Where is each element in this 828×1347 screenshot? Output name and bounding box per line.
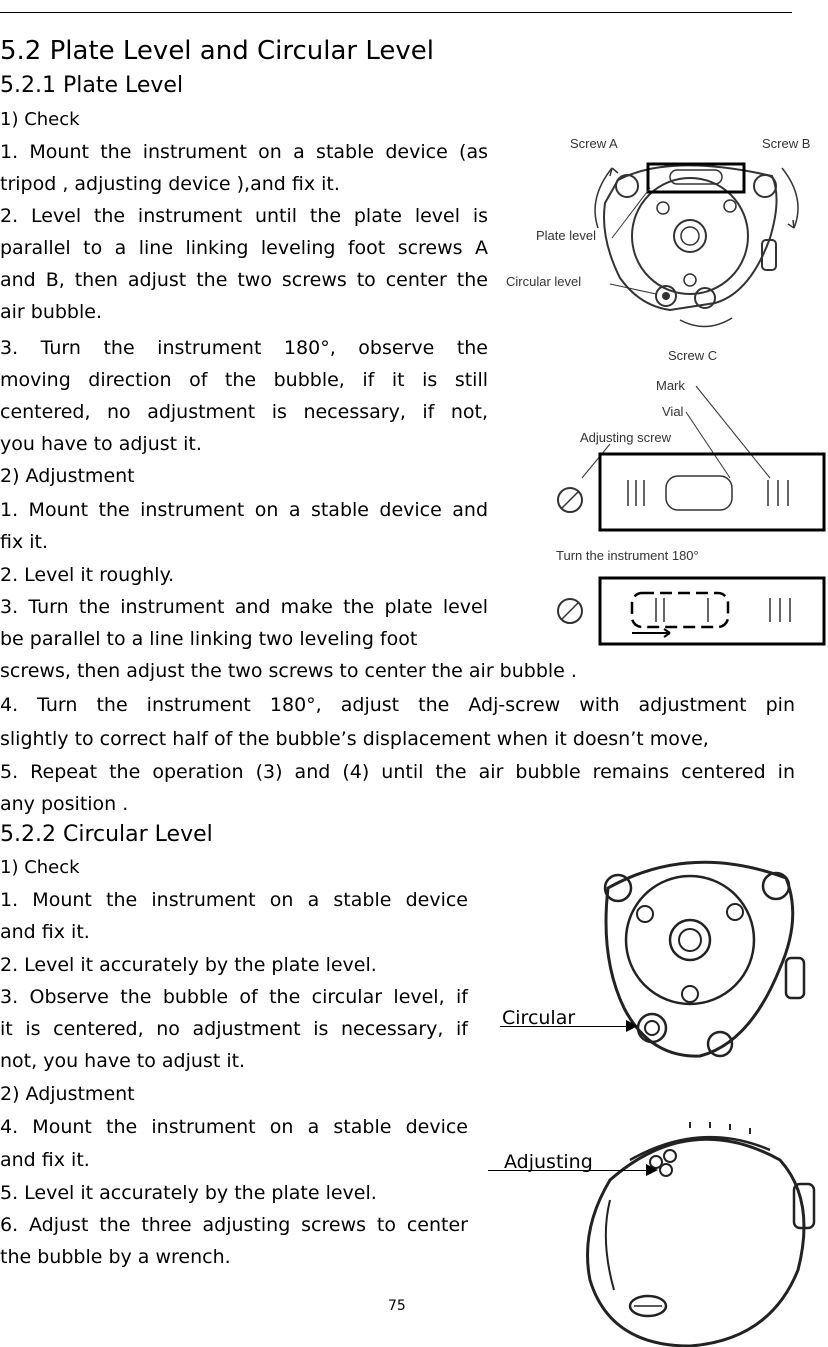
text-line: slightly to correct half of the bubble’s displacement when it doesn’t move, (0, 728, 709, 750)
screw-b-icon (754, 175, 776, 197)
text-line: and B, then adjust the two screws to center the (0, 269, 488, 291)
text-line: and fix it. (0, 1149, 90, 1171)
text-line: 4. Turn the instrument 180°, adjust the Adj-screw with adjustment pin (0, 694, 795, 716)
vial-frame (600, 454, 824, 530)
text-line: 3. Turn the instrument 180°, observe the (0, 337, 488, 359)
text-line: 2. Level the instrument until the plate level is (0, 205, 488, 227)
adjusting-screw-icon (660, 1164, 672, 1176)
small-screw-icon (682, 986, 698, 1002)
screw-a-icon (616, 175, 638, 197)
text-line: 3. Observe the bubble of the circular level, if (0, 986, 468, 1008)
text-line: 2. Level it accurately by the plate level. (0, 954, 377, 976)
rotation-arrow-icon (680, 318, 732, 327)
small-screw-icon (727, 904, 743, 920)
page-number: 75 (388, 1298, 406, 1314)
text-line: 1. Mount the instrument on a stable device (as (0, 141, 488, 163)
header-rule (0, 12, 792, 13)
text-line: fix it. (0, 531, 49, 553)
text-line: it is centered, no adjustment is necessary, if (0, 1018, 468, 1040)
vial-label: Vial (662, 404, 684, 419)
adjusting-screw-label: Adjusting screw (580, 430, 672, 445)
plate-level-vial (670, 170, 722, 184)
rotation-arrow-icon (782, 168, 798, 228)
circular-level-diagram (580, 848, 828, 1066)
vial-bubble (666, 476, 732, 510)
text-line: any position . (0, 793, 129, 815)
circular-level-label: Circular level (506, 274, 582, 289)
text-line: moving direction of the bubble, if it is still (0, 369, 488, 391)
turn-caption: Turn the instrument 180° (556, 548, 699, 563)
text-line: and fix it. (0, 921, 90, 943)
adjusting-screw-icon (664, 1150, 676, 1162)
adjusting-pointer-line (488, 1170, 648, 1171)
circular-level-title: 5.2.2 Circular Level (0, 822, 213, 847)
instrument-body (626, 876, 754, 1004)
text-line: 3. Turn the instrument and make the plate level (0, 596, 488, 618)
screw-a-label: Screw A (570, 136, 618, 151)
text-line: 1. Mount the instrument on a stable device and (0, 499, 488, 521)
screw-b-label: Screw B (762, 136, 811, 151)
text-line: 5. Level it accurately by the plate level. (0, 1182, 377, 1204)
text-line: tripod , adjusting device ),and fix it. (0, 173, 340, 195)
text-line: not, you have to adjust it. (0, 1050, 246, 1072)
adjusting-label: Adjusting (504, 1151, 593, 1173)
text-line: 1. Mount the instrument on a stable device (0, 889, 468, 911)
arrow-head-icon (626, 1020, 638, 1032)
small-screw-icon (657, 202, 669, 214)
circular-level-icon (638, 1014, 666, 1042)
adjusting-diagram (570, 1120, 828, 1347)
text-line: 4. Mount the instrument on a stable device (0, 1116, 468, 1138)
text-line: air bubble. (0, 301, 103, 323)
side-knob (762, 240, 776, 270)
text-line: screws, then adjust the two screws to center the air bubble . (0, 660, 577, 682)
leveling-screw-icon (763, 873, 789, 899)
text-line: 2. Level it roughly. (0, 564, 175, 586)
section-heading: 5.2 Plate Level and Circular Level (0, 36, 434, 66)
circular-label: Circular (502, 1007, 576, 1029)
plate-check-title: 1) Check (0, 109, 80, 130)
circular-check-title: 1) Check (0, 857, 80, 878)
text-line: the bubble by a wrench. (0, 1246, 231, 1268)
instrument-body (632, 178, 748, 294)
text-line: 5. Repeat the operation (3) and (4) until the air bubble remains centered in (0, 761, 795, 783)
plate-level-diagram (500, 128, 828, 648)
plate-adjust-title: 2) Adjustment (0, 465, 135, 487)
text-line: parallel to a line linking leveling foot screws A (0, 237, 488, 259)
screw-c-label: Screw C (668, 348, 718, 363)
small-screw-icon (684, 274, 696, 286)
text-line: you have to adjust it. (0, 433, 202, 455)
center-ring (670, 920, 710, 960)
side-knob (786, 958, 804, 998)
small-screw-icon (637, 906, 653, 922)
center-ring (674, 220, 706, 252)
text-line: 6. Adjust the three adjusting screws to center (0, 1214, 468, 1236)
center-ring-inner (681, 227, 699, 245)
vial-bubble-dashed (632, 593, 728, 627)
text-line: centered, no adjustment is necessary, if not, (0, 401, 488, 423)
plate-level-title: 5.2.1 Plate Level (0, 73, 184, 98)
circular-pointer-line (500, 1026, 628, 1027)
text-line: be parallel to a line linking two leveling foot (0, 628, 418, 650)
small-screw-icon (724, 200, 736, 212)
plate-level-label: Plate level (536, 228, 596, 243)
center-ring-inner (679, 929, 701, 951)
arrow-head-icon (646, 1164, 658, 1176)
circular-adjust-title: 2) Adjustment (0, 1083, 135, 1105)
mark-label: Mark (656, 378, 685, 393)
